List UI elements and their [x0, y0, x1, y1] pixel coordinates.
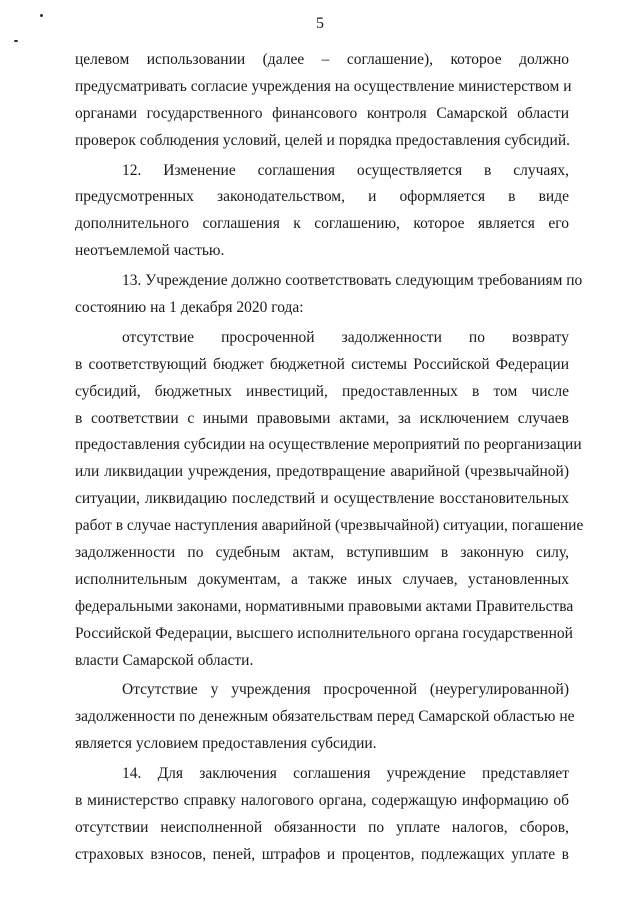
text-line: дополнительного соглашения к соглашению, которое является его	[75, 215, 569, 233]
text-line: целевом использовании (далее – соглашение), которое должно	[75, 51, 569, 68]
page-number: 5	[316, 15, 324, 32]
text-line: отсутствии неисполненной обязанности по уплате налогов, сборов,	[75, 818, 569, 836]
scan-mark	[14, 40, 18, 42]
text-line: страховых взносов, пеней, штрафов и процентов, подлежащих уплате в	[75, 845, 569, 863]
text-line: Российской Федерации, высшего исполнительного органа государственной	[75, 624, 573, 642]
text-line: 12. Изменение соглашения осуществляется в случаях,	[122, 161, 569, 179]
text-line: задолженности по денежным обязательствам перед Самарской областью не	[75, 708, 575, 726]
text-line: является условием предоставления субсидии.	[75, 735, 377, 753]
text-line: проверок соблюдения условий, целей и порядка предоставления субсидий.	[75, 131, 571, 149]
text-line: Отсутствие у учреждения просроченной (неурегулированной)	[122, 681, 569, 699]
text-line: задолженности по судебным актам, вступившим в законную силу,	[75, 544, 569, 562]
text-line: ситуации, ликвидацию последствий и осуществление восстановительных	[75, 490, 569, 508]
text-line: субсидий, бюджетных инвестиций, предоставленных в том числе	[75, 382, 569, 400]
text-line: исполнительным документам, а также иных случаев, установленных	[75, 570, 569, 588]
text-line: федеральными законами, нормативными правовыми актами Правительства	[75, 597, 574, 615]
text-line: органами государственного финансового контроля Самарской области	[75, 104, 569, 122]
text-line: предусмотренных законодательством, и оформляется в виде	[75, 188, 569, 206]
text-line: в министерство справку налогового органа, содержащую информацию об	[75, 792, 569, 810]
text-line: предусматривать согласие учреждения на осуществление министерством и	[75, 77, 572, 95]
text-line: в соответствующий бюджет бюджетной системы Российской Федерации	[75, 355, 569, 373]
text-line: неотъемлемой частью.	[75, 242, 225, 260]
text-line: отсутствие просроченной задолженности по возврату	[122, 328, 569, 346]
text-line: работ в случае наступления аварийной (чрезвычайной) ситуации, погашение	[75, 517, 584, 535]
text-line: или ликвидации учреждения, предотвращение аварийной (чрезвычайной)	[75, 463, 569, 481]
text-line: 14. Для заключения соглашения учреждение представляет	[122, 765, 569, 783]
document-body	[75, 47, 584, 869]
text-line: состоянию на 1 декабря 2020 года:	[75, 299, 304, 317]
text-line: власти Самарской области.	[75, 651, 254, 669]
text-line: 13. Учреждение должно соответствовать следующим требованиям по	[122, 272, 583, 290]
text-line: в соответствии с иными правовыми актами, за исключением случаев	[75, 409, 569, 427]
text-line: предоставления субсидии на осуществление мероприятий по реорганизации	[75, 436, 582, 454]
